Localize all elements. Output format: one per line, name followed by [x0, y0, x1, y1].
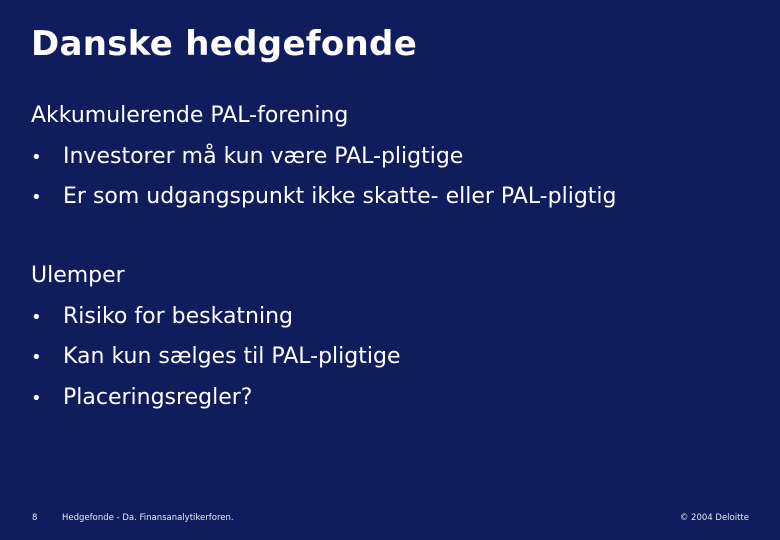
section-heading-ulemper: Ulemper [31, 263, 125, 288]
bullet-icon: • [31, 187, 42, 208]
copyright-notice: © 2004 Deloitte [679, 513, 749, 523]
bullet-icon: • [31, 347, 42, 368]
bullet-text: Er som udgangspunkt ikke skatte- eller PAL-pligtig [63, 184, 617, 209]
bullet-item [31, 304, 293, 329]
bullet-text: Kan kun sælges til PAL-pligtige [63, 344, 401, 369]
bullet-item [31, 144, 463, 169]
bullet-text: Placeringsregler? [63, 385, 253, 410]
bullet-text: Investorer må kun være PAL-pligtige [63, 144, 464, 169]
bullet-icon: • [31, 147, 42, 168]
page-number: 8 [32, 513, 38, 523]
slide-title: Danske hedgefonde [31, 24, 418, 64]
bullet-item [31, 184, 616, 209]
bullet-item [31, 344, 401, 369]
bullet-icon: • [31, 388, 42, 409]
footer-caption: Hedgefonde - Da. Finansanalytikerforen. [62, 513, 234, 523]
bullet-icon: • [31, 307, 42, 328]
section-heading-pal-forening: Akkumulerende PAL-forening [31, 103, 349, 128]
bullet-item [31, 385, 252, 410]
bullet-text: Risiko for beskatning [63, 304, 294, 329]
